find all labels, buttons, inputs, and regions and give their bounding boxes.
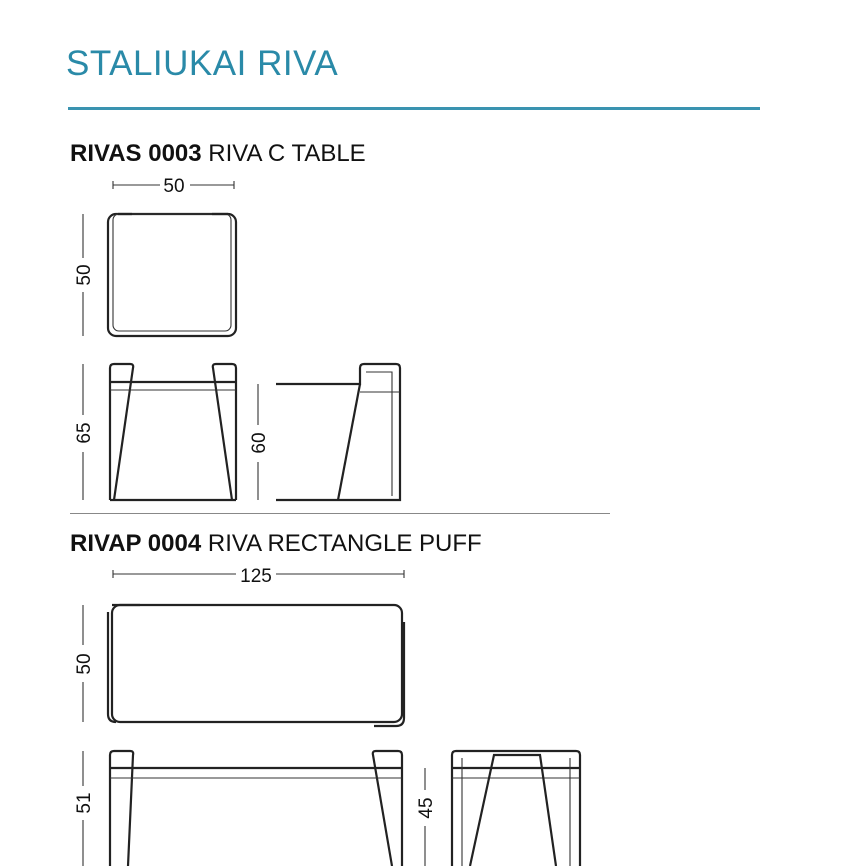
table-side-view [276,364,400,500]
dimension-top-depth-puff [74,605,95,722]
dimension-label: 50 [163,176,185,197]
product-code: RIVAS 0003 [70,140,202,167]
dimension-side-height-puff [416,768,437,866]
dimension-label: 125 [240,566,272,587]
product-name: RIVA RECTANGLE PUFF [207,530,482,557]
dimension-top-depth-table [74,214,95,336]
dimension-label: 60 [249,432,270,454]
dimension-label: 45 [416,797,437,819]
puff-front-view [110,751,402,866]
dimension-label: 51 [74,792,95,814]
product-name: RIVA C TABLE [208,140,366,167]
dimension-top-width-table [113,176,234,197]
table-top-view [108,214,236,336]
dimension-side-height-table [249,384,270,500]
table-front-view [110,364,236,500]
product-code: RIVAP 0004 [70,530,202,557]
puff-side-view [452,751,580,866]
dimension-front-height-puff [74,751,95,866]
dimension-label: 50 [74,264,95,286]
page-title: STALIUKAI RIVA [66,44,339,83]
dimension-top-width-puff [113,566,404,587]
dimension-label: 50 [74,653,95,675]
dimension-label: 65 [74,422,95,444]
puff-top-view [108,605,404,726]
dimension-front-height-table [74,364,95,500]
